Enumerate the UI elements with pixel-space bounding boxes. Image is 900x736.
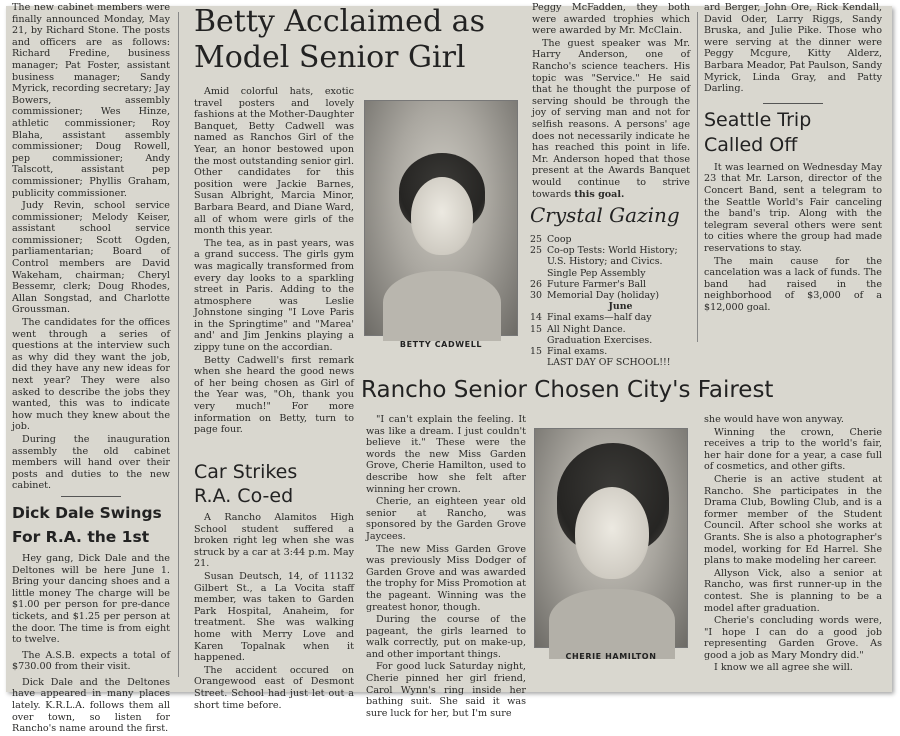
divider: [61, 496, 121, 497]
car-text-2: Susan Deutsch, 14, of 11132 Gilbert St., a La Vocita staff member, was taken to Garden Park Hospital, Anaheim, for treatment. She was walking home with Merry Love and Karen Topalnak when it happened.: [194, 570, 354, 664]
rancho-headline: Rancho Senior Chosen City's Fairest: [361, 377, 774, 403]
calendar-event: Memorial Day (holiday): [547, 290, 659, 302]
rancho-text-5: For good luck Saturday night, Cherie pinned her girl friend, Carol Wynn's ring inside her bathing suit. She said it was sure luck for her, but I'm sure: [366, 661, 526, 719]
calendar-item: [530, 268, 694, 279]
calendar-event: All Night Dance.: [547, 323, 626, 335]
rancho-right-1: she would have won anyway.: [704, 414, 844, 425]
cabinet-text-1: The new cabinet members were finally announced Monday, May 21, by Richard Stone. The posts and officers are as follows: Richard Fredine, business manager; Pat Foster, assistant business manager; Sandy Myrick, recording secretary; Jay Bowers, assembly commissioner; Wes Hinze, athletic commissioner; Roy Blaha, assistant assembly commissioner; Doug Rowell, pep commissioner; Andy Talscott, assistant pep commissioner; Phyllis Graham, publicity commissioner.: [12, 2, 170, 199]
rancho-right-2: Winning the crown, Cherie receives a trip to the world's fair, her hair done for a year, a case full of cosmetics, and other gifts.: [704, 426, 882, 473]
cherie-hamilton-photo: [534, 428, 688, 648]
calendar-item: [530, 357, 694, 368]
calendar-date: 15: [530, 346, 542, 358]
column-rule: [178, 12, 179, 677]
car-text-1: A Rancho Alamitos High School student suffered a broken right leg when she was struck by a car at 3:44 p.m. May 21.: [194, 512, 354, 570]
calendar-date: 14: [530, 312, 542, 324]
calendar-event: LAST DAY OF SCHOOL!!!: [547, 357, 671, 369]
calendar-item: [530, 245, 694, 267]
cabinet-text-3: The candidates for the offices went through a series of questions at the interview such as why did they want the job, did they have any new ideas for next year? They were also asked to describe the jobs they wanted, this was to indicate how much they knew about the job.: [12, 317, 170, 433]
calendar-item: [530, 335, 694, 346]
calendar-date: [530, 357, 547, 368]
car-column: [194, 460, 354, 712]
betty-column: [194, 86, 354, 437]
car-text-3: The accident occured on Orangewood east of Desmont Street. School had just let out a short time before.: [194, 664, 354, 711]
calendar-event: Final exams—half day: [547, 312, 652, 324]
rancho-text-1: "I can't explain the feeling. It was like a dream. I just couldn't believe it." These were the words the new Miss Garden Grove, Cherie Hamilton, used to describe how she felt after winning her crown.: [366, 414, 526, 495]
newspaper-page: [6, 2, 892, 735]
rancho-right-3: Cherie is an active student at Rancho. She participates in the Drama Club, Bowling Club, and is a former member of the Student Council. After school she works at Grants. She is also a photographer's model, working for Ed Harrel. She plans to make modeling her career.: [704, 473, 882, 567]
calendar-date: 26: [530, 278, 542, 290]
calendar-event: Single Pep Assembly: [547, 267, 646, 279]
calendar-date: 15: [530, 323, 542, 335]
divider: [763, 103, 823, 104]
calendar-date: [530, 335, 547, 346]
rancho-text-3: The new Miss Garden Grove was previously Miss Dodger of Garden Grove and was awarded the trophy for Miss Promotion at the pageant. Winning was the greatest honor, though.: [366, 543, 526, 613]
calendar-event: Coop: [547, 234, 572, 245]
rancho-right-6: I know we all agree she will.: [714, 662, 853, 674]
calendar-item: [530, 346, 694, 357]
calendar-item: [530, 290, 694, 301]
calendar-event: Co-op Tests: World History; U.S. History; and Civics.: [547, 245, 678, 268]
cabinet-text-2: Judy Revin, school service commissioner; Melody Keiser, assistant school service commissioner; Scott Ogden, parliamentarian; Board of Control members are David Wakeham, chairman; Cheryl Bessemr, clerk; Doug Rhodes, Allan Songstad, and Charlotte Groussman.: [12, 200, 170, 316]
seattle-text-1: It was learned on Wednesday May 23 that Mr. Larson, director of the Concert Band, sent a telegram to the Seattle World's Fair canceling the band's trip. Along with the telegram several others were sent to cities where the group had made reservations to stay.: [704, 161, 882, 254]
dick-dale-text-1: Hey gang, Dick Dale and the Deltones will be here June 1. Bring your dancing shoes and a little money The charge will be $1.00 per person for pre-dance tickets, and $1.25 per person at the door. The time is from eight to twelve.: [12, 552, 170, 646]
rancho-right-4: Allyson Vick, also a senior at Rancho, was first runner-up in the contest. She is planning to be a model after graduation.: [704, 567, 882, 614]
awards-column: [532, 2, 690, 201]
betty-text-2: The tea, as in past years, was a grand success. The girls gym was magically transformed from every day looks to a sparkling street in Paris. Adding to the atmosphere was Leslie Johnstone singing "I Love Paris in the Springtime" and "Marea' and' and Jim Jenkins playing a zippy tune on the accordian.: [194, 237, 354, 354]
col4-text: ard Berger, John Ore, Rick Kendall, David Oder, Larry Riggs, Sandy Bruska, and Julie Pike. Those who were serving at the dinner were Peggy Mcgure, Kitty Alderz, Barbara Meador, Pat Paulson, Sandy Myrick, Linda Gray, and Patty Darling.: [704, 2, 882, 95]
crystal-gazing-headline: Crystal Gazing: [530, 203, 680, 227]
betty-headline: Betty Acclaimed as Model Senior Girl: [194, 4, 485, 75]
calendar-event: Graduation Exercises.: [547, 334, 653, 346]
calendar-date: [530, 268, 547, 279]
calendar-item: [530, 234, 694, 245]
calendar-date: 25: [530, 245, 542, 257]
awards-text-2: The guest speaker was Mr. Harry Anderson, one of Rancho's science teachers. His topic was "Service." He said that he thought the purpose of serving should be through the joy of serving man and not for selfish reasons. A persons' age does not necessarily indicate he has reached this point in life. Mr. Anderson hoped that those present at the Awards Banquet would continue to strive towards this goal.: [532, 37, 690, 200]
dick-dale-text-3: Dick Dale and the Deltones have appeared in many places lately. K.R.L.A. follows them all over town, so listen for Rancho's name around the first.: [12, 676, 170, 735]
dick-dale-headline: Dick Dale Swings For R.A. the 1st: [12, 503, 162, 546]
awards-text-1: Peggy McFadden, they both were awarded trophies which were awarded by Mr. McClain.: [532, 2, 690, 37]
cabinet-text-4: During the inauguration assembly the old cabinet members will hand over their posts and duties to the new cabinet.: [12, 433, 170, 492]
rancho-text-4: During the course of the pageant, the girls learned to walk correctly, put on make-up, and other important things.: [366, 614, 526, 660]
betty-caption: BETTY CADWELL: [399, 340, 483, 349]
month-label: June: [608, 301, 633, 313]
rancho-column-right: [704, 414, 882, 675]
calendar-date: 30: [530, 290, 542, 302]
rancho-text-2: Cherie, an eighteen year old senior at Rancho, was sponsored by the Garden Grove Jaycees.: [366, 496, 526, 542]
calendar-item: [530, 279, 694, 290]
seattle-text-2: The main cause for the cancelation was a lack of funds. The band had raised in the neighborhood of $3,000 of a $12,000 goal.: [704, 255, 882, 313]
calendar-event: Final exams.: [547, 346, 608, 358]
seattle-headline: Seattle Trip Called Off: [704, 108, 812, 156]
crystal-gazing-list: [530, 234, 694, 368]
betty-cadwell-photo: [364, 100, 518, 336]
betty-text-3: Betty Cadwell's first remark when she heard the good news of her being chosen as Girl of the Year was, "Oh, thank you very much!" For more information on Betty, turn to page four.: [194, 354, 354, 436]
calendar-date: 25: [530, 234, 542, 245]
calendar-item: [530, 324, 694, 335]
col4-top: [704, 2, 882, 314]
betty-text-1: Amid colorful hats, exotic travel posters and lovely fashions at the Mother-Daughter Banquet, Betty Cadwell was named as Ranchos Girl of the Year, an honor bestowed upon the most outstanding senior girl. Other candidates for this position were Jackie Barnes, Susan Albright, Marcia Minor, Barbara Beard, and Diane Ward, all of whom were girls of the month this year.: [194, 86, 354, 237]
column-rule: [697, 12, 698, 342]
dick-dale-text-2: The A.S.B. expects a total of $730.00 from their visit.: [12, 649, 170, 673]
car-headline: Car Strikes R.A. Co-ed: [194, 461, 298, 507]
calendar-event: Future Farmer's Ball: [547, 278, 647, 290]
cherie-caption: CHERIE HAMILTON: [565, 652, 657, 661]
calendar-item: [530, 312, 694, 323]
rancho-right-5: Cherie's concluding words were, "I hope I can do a good job representing Garden Grove. As good a job as Mary Mondry did.": [704, 615, 882, 661]
cabinet-column: [12, 2, 170, 736]
rancho-column-left: [366, 414, 526, 720]
